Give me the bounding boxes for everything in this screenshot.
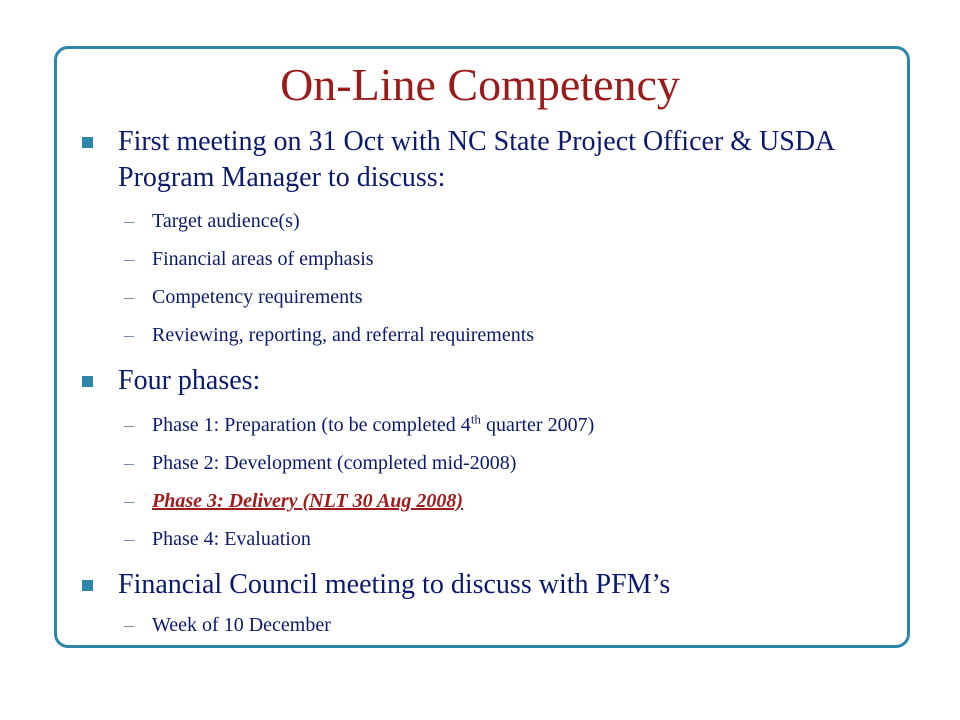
phase-1-superscript: th	[470, 411, 481, 427]
dash-icon: –	[124, 248, 134, 270]
sub-item-text: Target audience(s)	[152, 210, 300, 232]
sub-item-text: Phase 4: Evaluation	[152, 528, 311, 550]
bullet-text: First meeting on 31 Oct with NC State Project Officer & USDA Program Manager to discuss:	[118, 126, 834, 193]
sub-item-text: Financial areas of emphasis	[152, 248, 374, 270]
sub-item-text	[152, 411, 595, 436]
square-bullet-icon	[82, 580, 93, 591]
sub-item-phase-1	[80, 413, 880, 437]
dash-icon: –	[124, 614, 134, 636]
sub-item-text-highlighted: Phase 3: Delivery (NLT 30 Aug 2008)	[152, 490, 464, 512]
sub-item-text: Competency requirements	[152, 286, 363, 308]
slide-title: On-Line Competency	[280, 59, 680, 110]
bullet-first-meeting	[80, 124, 880, 196]
square-bullet-icon	[82, 137, 93, 148]
bullet-text: Four phases:	[118, 365, 261, 396]
sub-item-reviewing	[80, 323, 880, 347]
sub-item-text: Week of 10 December	[152, 614, 331, 636]
bullet-financial-council	[80, 567, 880, 603]
sub-item-phase-2	[80, 451, 880, 475]
bullet-text: Financial Council meeting to discuss with PFM’s	[118, 569, 671, 600]
dash-icon: –	[124, 414, 134, 436]
dash-icon: –	[124, 286, 134, 308]
bullet-four-phases	[80, 363, 880, 399]
sub-item-text: Phase 2: Development (completed mid-2008)	[152, 452, 517, 474]
dash-icon: –	[124, 528, 134, 550]
sub-item-target-audience	[80, 209, 880, 233]
phase-1-text-before: Phase 1: Preparation (to be completed 4	[152, 414, 471, 436]
square-bullet-icon	[82, 376, 93, 387]
slide-content	[80, 124, 880, 637]
sub-item-competency-requirements	[80, 285, 880, 309]
sub-item-phase-3	[80, 489, 880, 513]
dash-icon: –	[124, 490, 134, 512]
sub-item-phase-4	[80, 527, 880, 551]
phase-1-text-after: quarter 2007)	[480, 414, 595, 436]
dash-icon: –	[124, 210, 134, 232]
sub-item-text: Reviewing, reporting, and referral requirements	[152, 324, 535, 346]
dash-icon: –	[124, 324, 134, 346]
sub-item-financial-areas	[80, 247, 880, 271]
sub-item-week-of	[80, 613, 880, 637]
dash-icon: –	[124, 452, 134, 474]
